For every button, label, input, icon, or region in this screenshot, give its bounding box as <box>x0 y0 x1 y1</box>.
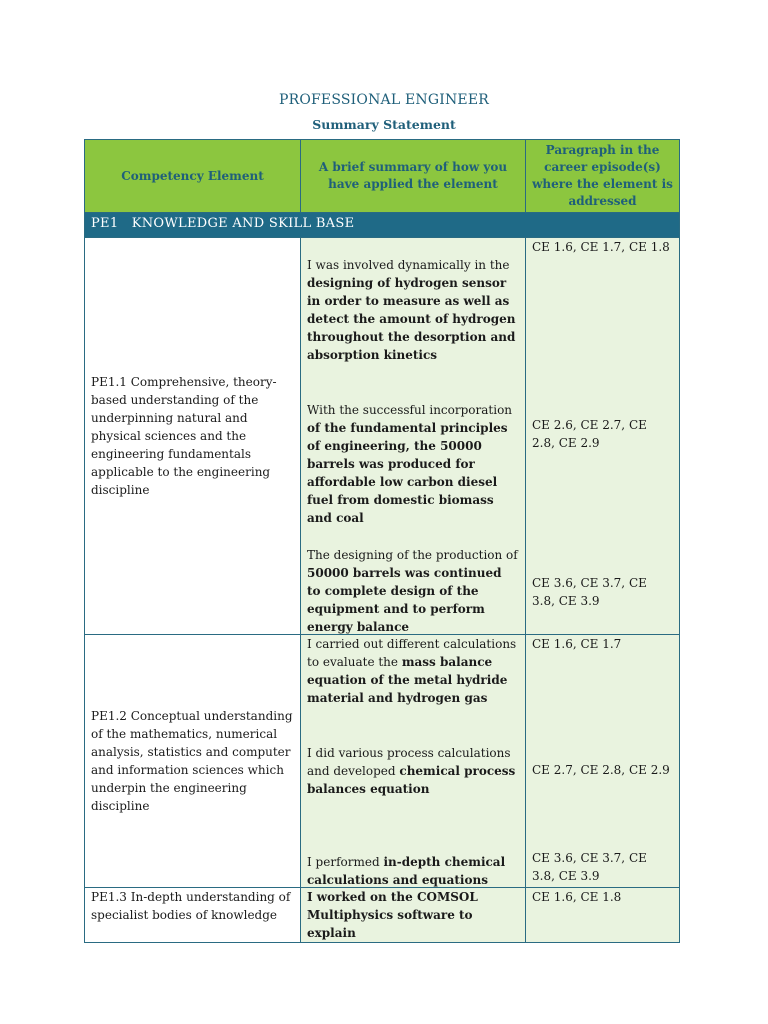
summary-cell <box>301 238 526 635</box>
summary-bold-text: mass balance equation of the metal hydride material and hydrogen gas <box>307 655 508 705</box>
document-title: PROFESSIONAL ENGINEER <box>278 92 490 108</box>
summary-plain-text: I carried out different calculations to evaluate the <box>307 637 517 669</box>
competency-element-text: PE1.2 Conceptual understanding of the mathematics, numerical analysis, statistics and computer and information sciences which underpin the engineering discipline <box>91 709 293 813</box>
competency-element-cell <box>85 888 301 943</box>
paragraph-ref: CE 3.6, CE 3.7, CE 3.8, CE 3.9 <box>532 576 647 608</box>
summary-item <box>307 853 519 889</box>
paragraph-ref: CE 2.6, CE 2.7, CE 2.8, CE 2.9 <box>532 418 647 450</box>
section-row <box>85 213 680 238</box>
summary-cell <box>301 888 526 943</box>
paragraph-ref: CE 1.6, CE 1.7 <box>532 637 622 651</box>
summary-plain-text: The designing of the production of <box>307 548 518 562</box>
paragraph-ref: CE 1.6, CE 1.7, CE 1.8 <box>532 240 670 254</box>
summary-item <box>307 401 519 527</box>
paragraph-ref: CE 2.7, CE 2.8, CE 2.9 <box>532 763 670 777</box>
table-row-pe1-3 <box>85 888 680 943</box>
paragraph-ref-cell <box>526 888 680 943</box>
competency-element-text: PE1.3 In-depth understanding of specialist bodies of knowledge <box>91 890 291 922</box>
summary-table <box>84 139 680 943</box>
summary-plain-text: I performed <box>307 855 384 869</box>
section-title: PE1 KNOWLEDGE AND SKILL BASE <box>85 213 680 238</box>
summary-bold-text: I worked on the COMSOL Multiphysics software to explain <box>307 890 478 940</box>
summary-item <box>307 635 519 707</box>
competency-element-cell <box>85 635 301 888</box>
summary-plain-text: With the successful incorporation <box>307 403 513 417</box>
summary-plain-text: I was involved dynamically in the <box>307 258 510 272</box>
column-header-paragraph: Paragraph in the career episode(s) where the element is addressed <box>526 140 680 213</box>
paragraph-ref-cell <box>526 238 680 635</box>
summary-bold-text: of the fundamental principles of engineering, the 50000 barrels was produced for affordable low carbon diesel fuel from domestic biomass and coal <box>307 421 508 525</box>
paragraph-ref: CE 3.6, CE 3.7, CE 3.8, CE 3.9 <box>532 851 647 883</box>
summary-bold-text: chemical process balances equation <box>307 764 516 796</box>
paragraph-ref: CE 1.6, CE 1.8 <box>532 890 622 904</box>
competency-element-cell <box>85 238 301 635</box>
competency-element-text: PE1.1 Comprehensive, theory-based understanding of the underpinning natural and physical sciences and the engineering fundamentals applicable to the engineering discipline <box>91 375 277 497</box>
summary-bold-text: designing of hydrogen sensor in order to measure as well as detect the amount of hydrogen throughout the desorption and absorption kinetics <box>307 276 516 362</box>
table-row-pe1-2 <box>85 635 680 888</box>
column-header-competency: Competency Element <box>85 140 301 213</box>
column-header-summary: A brief summary of how you have applied the element <box>301 140 526 213</box>
summary-bold-text: 50000 barrels was continued to complete design of the equipment and to perform energy balance <box>307 566 502 634</box>
table-row-pe1-1 <box>85 238 680 635</box>
summary-item <box>307 256 519 364</box>
summary-bold-text: in-depth chemical calculations and equations <box>307 855 506 887</box>
summary-plain-text: I did various process calculations and developed <box>307 746 511 778</box>
summary-cell <box>301 635 526 888</box>
table-header-row <box>85 140 680 213</box>
summary-item <box>307 744 519 798</box>
summary-item <box>307 546 519 636</box>
paragraph-ref-cell <box>526 635 680 888</box>
document-subtitle: Summary Statement <box>312 117 456 132</box>
